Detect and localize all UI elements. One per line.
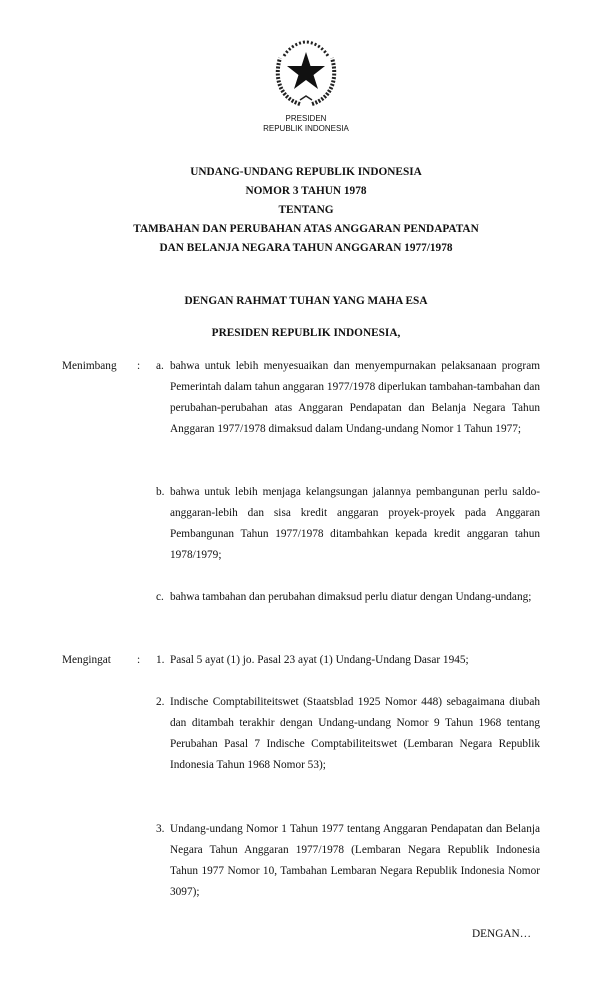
title-line: TAMBAHAN DAN PERUBAHAN ATAS ANGGARAN PENDAPATAN	[133, 223, 479, 235]
menimbang-item-b: bahwa untuk lebih menjaga kelangsungan jalannya pembangunan perlu saldo-anggaran-lebih dan sisa kredit anggaran proyek-proyek pada Anggaran Pembangunan Tahun 1977/1978 ditambahkan kepada kredit anggaran tahun 1978/1979;	[170, 486, 540, 561]
item-number: 2.	[156, 696, 165, 708]
item-number: b.	[156, 486, 165, 498]
emblem-caption-1: PRESIDEN	[285, 114, 327, 123]
item-number: a.	[156, 360, 164, 372]
menimbang-label: Menimbang	[62, 360, 117, 372]
item-number: c.	[156, 591, 164, 603]
garuda-emblem-icon	[270, 38, 342, 110]
colon: :	[137, 654, 141, 666]
colon: :	[137, 360, 141, 372]
menimbang-item-a: bahwa untuk lebih menyesuaikan dan menyempurnakan pelaksanaan program Pemerintah dalam tahun anggaran 1977/1978 diperlukan tambahan-tambahan dan perubahan-perubahan atas Anggaran Pendapatan dan Belanja Negara Tahun Anggaran 1977/1978 dimaksud dalam Undang-undang Nomor 1 Tahun 1977;	[170, 360, 540, 435]
page-continuation: DENGAN…	[472, 928, 531, 940]
mengingat-item-2: Indische Comptabiliteitswet (Staatsblad 1925 Nomor 448) sebagaimana diubah dan ditambah terakhir dengan Undang-undang Nomor 9 Tahun 1968 tentang Perubahan Pasal 7 Indische Comptabiliteitswet (Lembaran Negara Republik Indonesia Tahun 1968 Nomor 53);	[170, 696, 540, 771]
mengingat-item-1: Pasal 5 ayat (1) jo. Pasal 23 ayat (1) Undang-Undang Dasar 1945;	[170, 654, 469, 666]
preamble: DENGAN RAHMAT TUHAN YANG MAHA ESA	[184, 295, 428, 307]
mengingat-label: Mengingat	[62, 654, 111, 666]
president-heading: PRESIDEN REPUBLIK INDONESIA,	[211, 327, 401, 339]
title-line: TENTANG	[278, 204, 334, 216]
title-line: UNDANG-UNDANG REPUBLIK INDONESIA	[190, 166, 422, 178]
item-number: 3.	[156, 823, 165, 835]
mengingat-item-3: Undang-undang Nomor 1 Tahun 1977 tentang Anggaran Pendapatan dan Belanja Negara Tahun Anggaran 1977/1978 (Lembaran Negara Republik Indonesia Tahun 1977 Nomor 10, Tambahan Lembaran Negara Republik Indonesia Nomor 3097);	[170, 823, 540, 898]
title-line: DAN BELANJA NEGARA TAHUN ANGGARAN 1977/1978	[159, 242, 453, 254]
menimbang-item-c: bahwa tambahan dan perubahan dimaksud perlu diatur dengan Undang-undang;	[170, 591, 532, 603]
item-number: 1.	[156, 654, 165, 666]
title-line: NOMOR 3 TAHUN 1978	[245, 185, 367, 197]
emblem-caption-2: REPUBLIK INDONESIA	[263, 124, 349, 133]
